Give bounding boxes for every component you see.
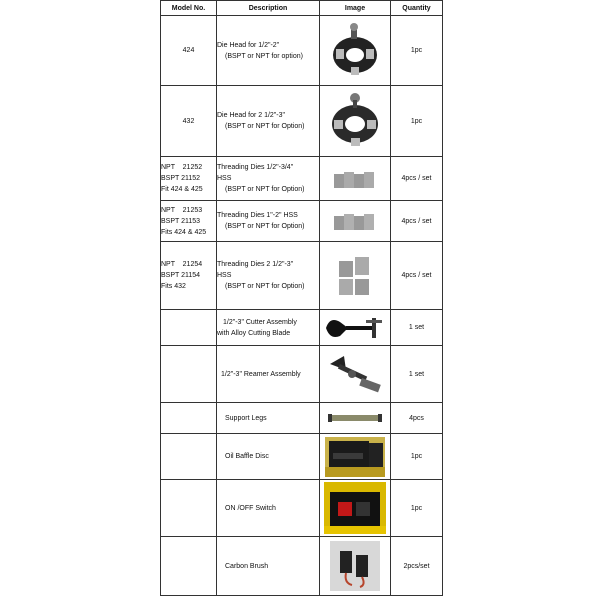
- table-row: [161, 346, 443, 403]
- model-cell: [161, 201, 217, 242]
- description-cell: [217, 346, 320, 403]
- model-line: Fits 424 & 425: [161, 228, 207, 236]
- table-row: [161, 434, 443, 480]
- model-cell: [161, 403, 217, 434]
- image-cell: [320, 86, 391, 157]
- description-cell: [217, 157, 320, 201]
- desc-line: ON /OFF Switch: [225, 504, 276, 512]
- desc-line: Oil Baffle Disc: [225, 453, 269, 460]
- table-row: [161, 537, 443, 596]
- quantity-cell: 1pc: [391, 480, 443, 537]
- model-line: NPT 21253: [161, 206, 203, 214]
- model-cell: [161, 480, 217, 537]
- carbon-brush-icon: [330, 541, 380, 591]
- desc-line: Die Head for 2 1/2"-3": [217, 112, 286, 119]
- desc-line: (BSPT or NPT for Option): [225, 186, 305, 193]
- table-row: [161, 480, 443, 537]
- model-line: 432: [182, 117, 195, 125]
- model-line: NPT 21252: [161, 164, 203, 171]
- desc-line: (BSPT or NPT for Option): [225, 123, 305, 130]
- image-cell: [320, 480, 391, 537]
- model-line: Fits 432: [161, 283, 186, 290]
- header-model: Model No.: [161, 1, 217, 16]
- table-row: [161, 201, 443, 242]
- desc-line: (BSPT or NPT for Option): [225, 223, 305, 230]
- table-row: [161, 86, 443, 157]
- description-cell: [217, 16, 320, 86]
- table-row: [161, 242, 443, 310]
- on-off-switch-icon: [324, 482, 386, 534]
- quantity-cell: 1pc: [391, 86, 443, 157]
- desc-line: (BSPT or NPT for Option): [225, 283, 305, 290]
- quantity-cell: 4pcs: [391, 403, 443, 434]
- description-cell: [217, 86, 320, 157]
- model-line: BSPT 21154: [161, 272, 201, 279]
- desc-line: (BSPT or NPT for option): [225, 52, 303, 60]
- model-cell: [161, 537, 217, 596]
- image-cell: [320, 310, 391, 346]
- description-cell: [217, 242, 320, 310]
- image-cell: [320, 201, 391, 242]
- cutter-assembly-icon: [322, 314, 388, 342]
- desc-line: Support Legs: [225, 414, 267, 422]
- model-cell: [161, 310, 217, 346]
- model-cell: [161, 86, 217, 157]
- model-line: Fit 424 & 425: [161, 186, 203, 193]
- desc-line: Threading Dies 2 1/2"-3": [217, 261, 294, 268]
- oil-baffle-disc-icon: [325, 437, 385, 477]
- header-quantity: Quantity: [391, 1, 443, 16]
- header-description: Description: [217, 1, 320, 16]
- model-line: BSPT 21153: [161, 217, 201, 225]
- desc-line: Threading Dies 1"-2" HSS: [217, 212, 298, 219]
- quantity-cell: 2pcs/set: [391, 537, 443, 596]
- image-cell: [320, 434, 391, 480]
- desc-line: HSS: [217, 272, 232, 279]
- description-cell: [217, 537, 320, 596]
- description-cell: [217, 403, 320, 434]
- model-cell: [161, 157, 217, 201]
- image-cell: [320, 242, 391, 310]
- header-row: [161, 1, 443, 16]
- threading-dies-icon: [332, 210, 378, 232]
- model-cell: [161, 242, 217, 310]
- model-line: NPT 21254: [161, 261, 203, 268]
- image-cell: [320, 16, 391, 86]
- table-row: [161, 403, 443, 434]
- desc-line: HSS: [217, 175, 232, 182]
- threading-dies-icon: [332, 168, 378, 190]
- support-leg-icon: [324, 411, 386, 425]
- reamer-assembly-icon: [322, 350, 388, 398]
- die-head-icon: [324, 92, 386, 150]
- quantity-cell: 1 set: [391, 346, 443, 403]
- desc-line: Die Head for 1/2"-2": [217, 41, 280, 49]
- desc-line: 1/2"-3" Cutter Assembly: [223, 318, 297, 326]
- table-row: [161, 157, 443, 201]
- model-cell: [161, 346, 217, 403]
- description-cell: [217, 480, 320, 537]
- description-cell: [217, 434, 320, 480]
- quantity-cell: 4pcs / set: [391, 157, 443, 201]
- model-line: BSPT 21152: [161, 175, 201, 182]
- model-cell: [161, 16, 217, 86]
- quantity-cell: 1 set: [391, 310, 443, 346]
- description-cell: [217, 201, 320, 242]
- model-cell: [161, 434, 217, 480]
- threading-dies-icon: [335, 251, 375, 301]
- image-cell: [320, 537, 391, 596]
- table-row: [161, 16, 443, 86]
- model-line: 424: [182, 47, 195, 54]
- header-image: Image: [320, 1, 391, 16]
- quantity-cell: 4pcs / set: [391, 201, 443, 242]
- desc-line: Threading Dies 1/2"-3/4": [217, 164, 294, 171]
- die-head-icon: [324, 23, 386, 79]
- image-cell: [320, 403, 391, 434]
- desc-line: Carbon Brush: [225, 562, 269, 570]
- quantity-cell: 1pc: [391, 16, 443, 86]
- desc-line: with Alloy Cutting Blade: [217, 329, 291, 337]
- image-cell: [320, 157, 391, 201]
- quantity-cell: 4pcs / set: [391, 242, 443, 310]
- image-cell: [320, 346, 391, 403]
- parts-table: [160, 0, 443, 596]
- desc-line: 1/2"-3" Reamer Assembly: [221, 370, 301, 378]
- table-row: [161, 310, 443, 346]
- quantity-cell: 1pc: [391, 434, 443, 480]
- description-cell: [217, 310, 320, 346]
